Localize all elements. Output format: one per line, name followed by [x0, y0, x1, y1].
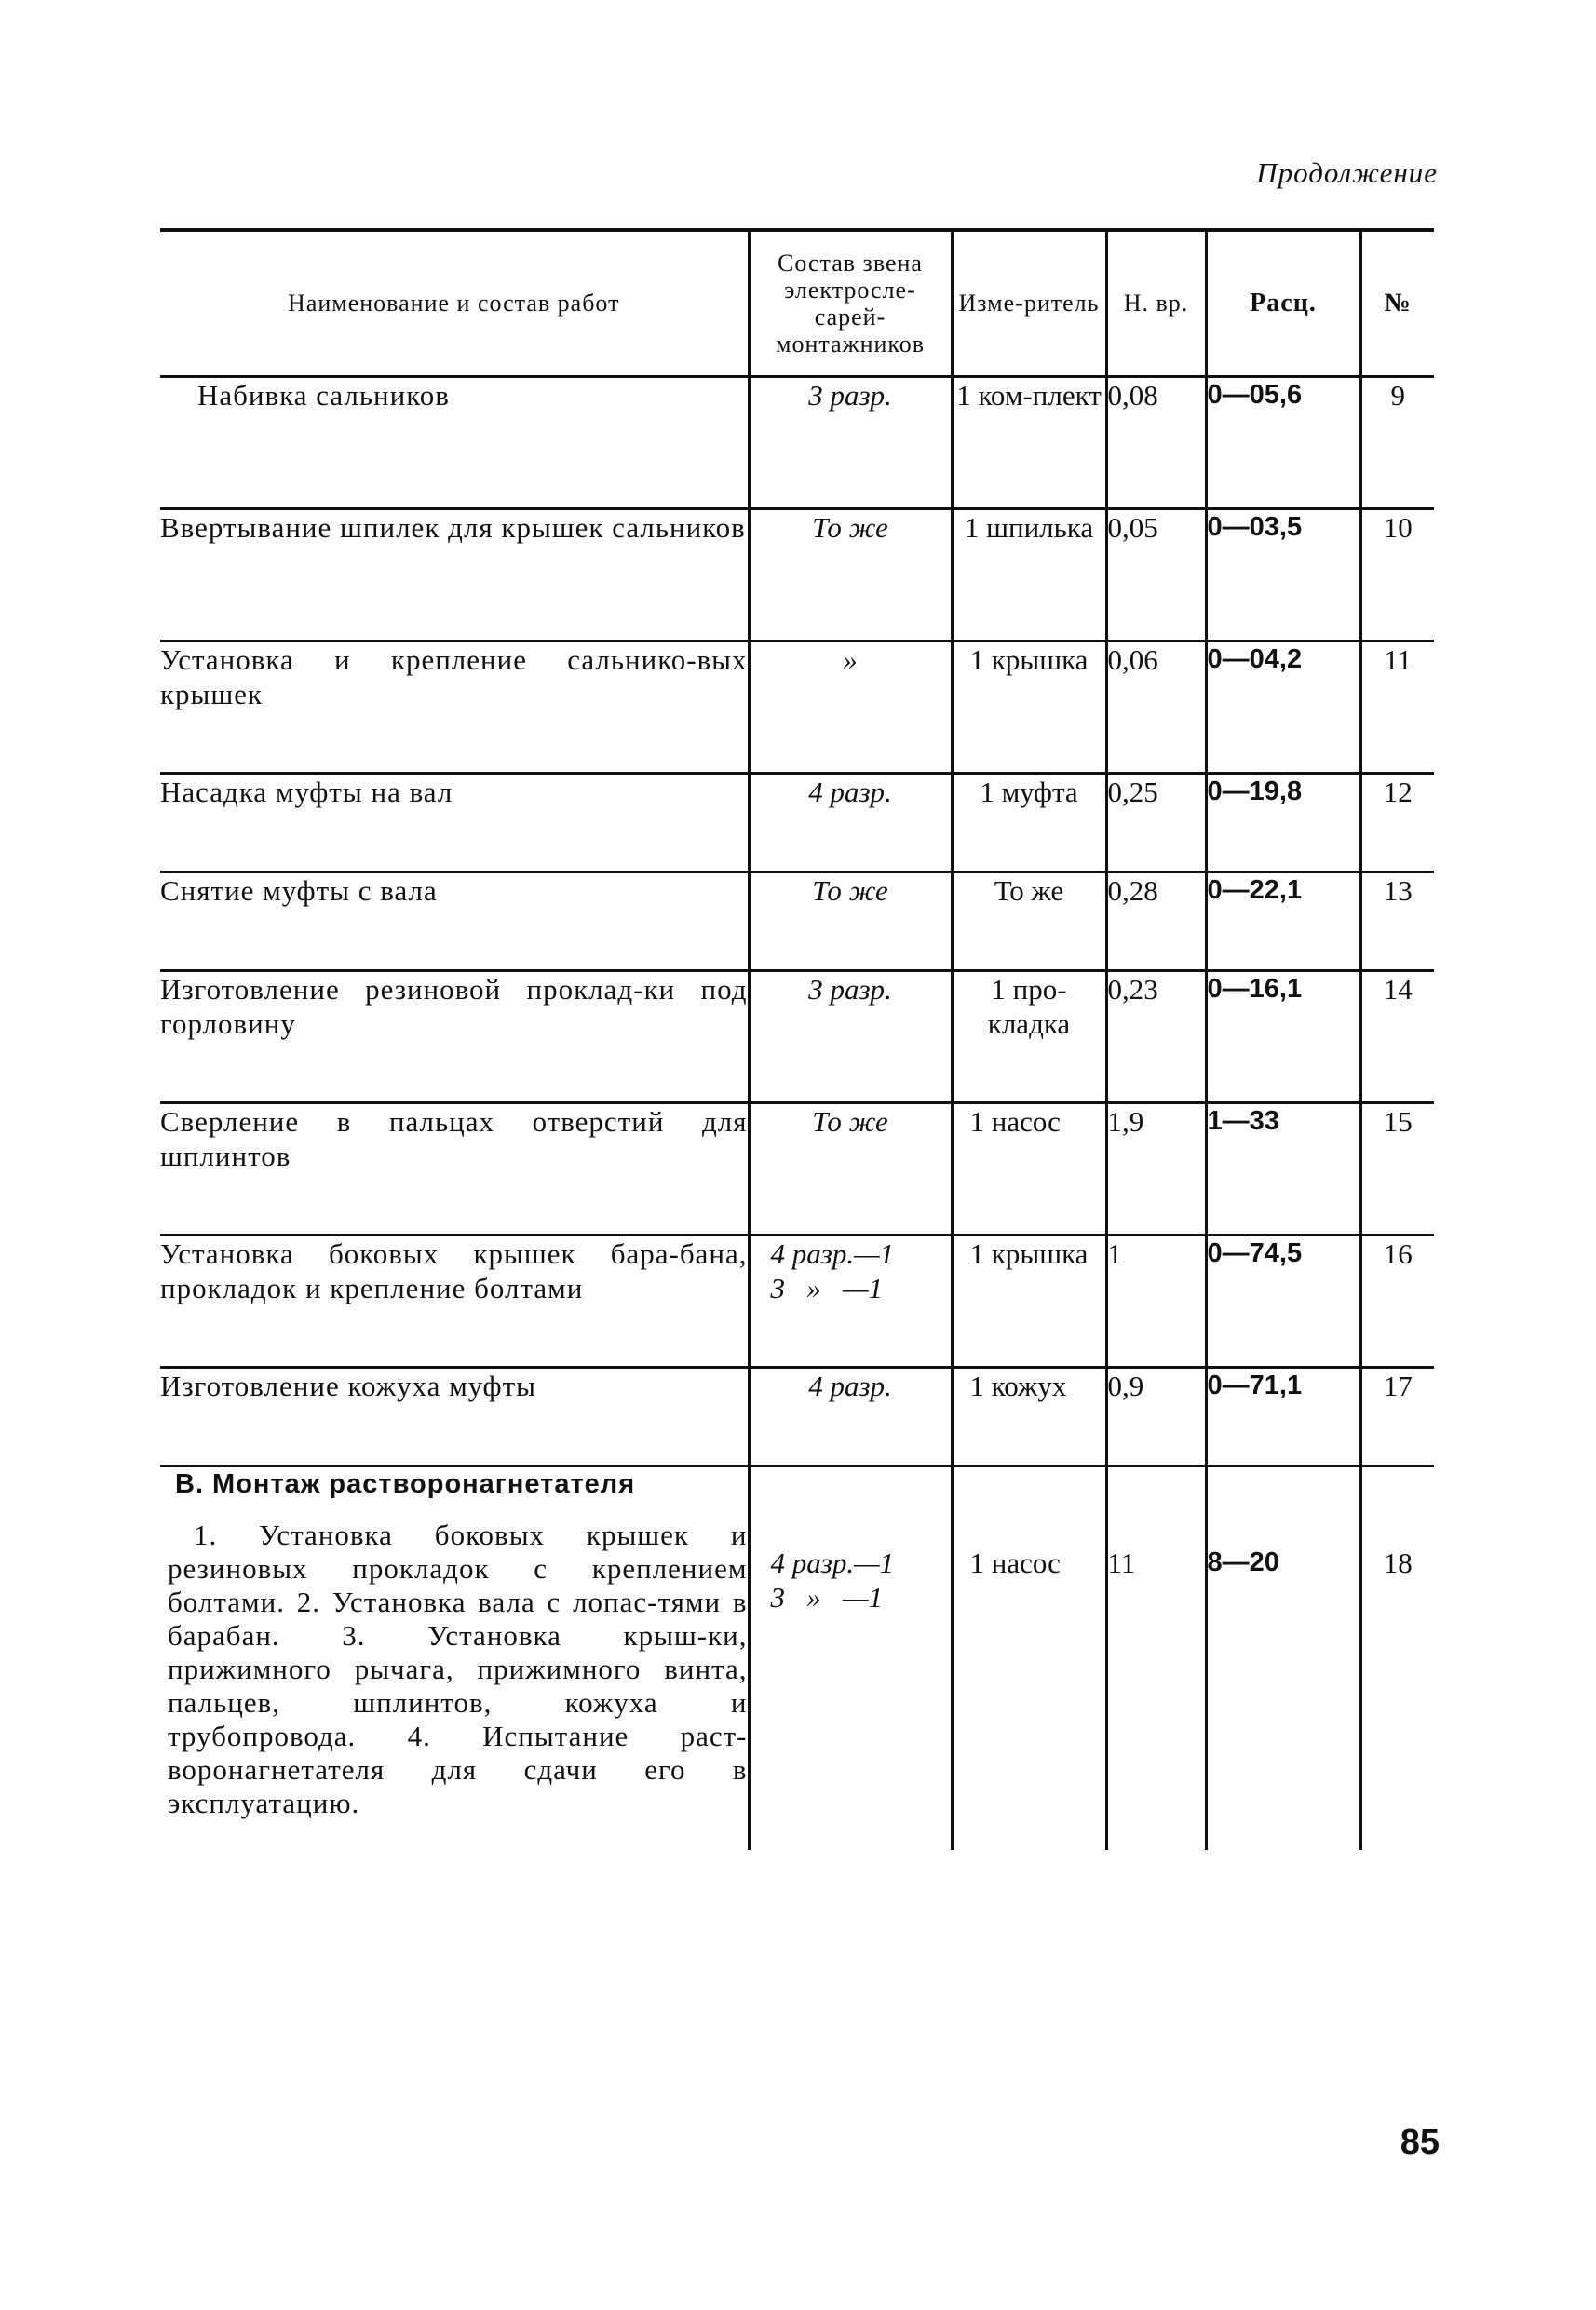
time-cell: 0,25: [1106, 773, 1206, 871]
rate-cell: 0—71,1: [1206, 1367, 1360, 1466]
unit-cell: 1 кожух: [952, 1367, 1106, 1466]
crew-cell: То же: [749, 508, 952, 641]
unit-cell: 1 насос: [952, 1466, 1106, 1850]
table-row: [160, 773, 1434, 871]
crew-cell: То же: [749, 871, 952, 970]
table-row: [160, 508, 1434, 641]
crew-line: 3 » —1: [770, 1271, 884, 1304]
num-cell: 12: [1360, 773, 1434, 871]
crew-line: 4 разр.—1: [770, 1546, 895, 1579]
work-cell: Установка боковых крышек бара-бана, прокладок и крепление болтами: [160, 1236, 748, 1304]
work-cell: Изготовление резиновой проклад-ки под горловину: [160, 972, 748, 1040]
num-cell: 11: [1360, 641, 1434, 773]
section-body: 1. Установка боковых крышек и резиновых прокладок с креплением болтами. 2. Установка вала с лопас-тями в барабан. 3. Установка крыш-ки, прижимного рычага, прижимного винта, пальцев, шплинтов, кожуха и трубопровода. 4. Испытание раст-воронагнетателя для сдачи его в эксплуатацию.: [168, 1518, 748, 1819]
time-cell: 0,08: [1106, 376, 1206, 508]
section-work-cell: [160, 1466, 749, 1850]
work-cell: Установка и крепление сальнико-вых крышек: [160, 642, 748, 710]
time-cell: 11: [1106, 1466, 1206, 1850]
unit-cell: 1 крышка: [952, 641, 1106, 773]
crew-line: 3 » —1: [770, 1580, 884, 1614]
num-cell: 16: [1360, 1235, 1434, 1367]
header-rate: Расц.: [1206, 230, 1360, 376]
header-num: №: [1360, 230, 1434, 376]
table-row: [160, 871, 1434, 970]
unit-cell: 1 муфта: [952, 773, 1106, 871]
header-work: Наименование и состав работ: [288, 290, 620, 317]
num-cell: 13: [1360, 871, 1434, 970]
rate-cell: 0—22,1: [1206, 871, 1360, 970]
work-cell: Изготовление кожуха муфты: [160, 1369, 536, 1402]
table-row: [160, 970, 1434, 1102]
rate-cell: 1—33: [1206, 1102, 1360, 1235]
crew-cell: 3 разр.: [749, 970, 952, 1102]
time-cell: 0,28: [1106, 871, 1206, 970]
work-cell: Насадка муфты на вал: [160, 775, 453, 808]
rate-cell: 0—05,6: [1206, 376, 1360, 508]
unit-cell: 1 крышка: [952, 1235, 1106, 1367]
time-cell: 1,9: [1106, 1102, 1206, 1235]
work-cell: Набивка сальников: [197, 378, 450, 412]
work-cell: Снятие муфты с вала: [160, 873, 438, 907]
norms-table: [160, 228, 1434, 1850]
table-header-row: [160, 230, 1434, 376]
num-cell: 10: [1360, 508, 1434, 641]
work-cell: Сверление в пальцах отверстий для шплинтов: [160, 1104, 748, 1172]
unit-cell: 1 насос: [952, 1102, 1106, 1235]
time-cell: 0,9: [1106, 1367, 1206, 1466]
continuation-label: Продолжение: [1256, 156, 1438, 189]
rate-cell: 0—03,5: [1206, 508, 1360, 641]
crew-cell: [749, 1235, 952, 1367]
crew-cell: 3 разр.: [749, 376, 952, 508]
crew-cell: [749, 1466, 952, 1850]
table-row: [160, 1235, 1434, 1367]
num-cell: 18: [1360, 1466, 1434, 1850]
unit-cell: То же: [952, 871, 1106, 970]
num-cell: 14: [1360, 970, 1434, 1102]
section-row: [160, 1466, 1434, 1850]
header-crew: Состав звена электросле-сарей-монтажников: [749, 230, 952, 376]
unit-cell: 1 про-кладка: [952, 970, 1106, 1102]
time-cell: 1: [1106, 1235, 1206, 1367]
rate-cell: 0—04,2: [1206, 641, 1360, 773]
time-cell: 0,05: [1106, 508, 1206, 641]
num-cell: 9: [1360, 376, 1434, 508]
table-row: [160, 1367, 1434, 1466]
time-cell: 0,23: [1106, 970, 1206, 1102]
num-cell: 15: [1360, 1102, 1434, 1235]
unit-cell: 1 шпилька: [952, 508, 1106, 641]
crew-cell: 4 разр.: [749, 1367, 952, 1466]
section-title: В. Монтаж растворонагнетателя: [175, 1468, 636, 1499]
table-row: [160, 376, 1434, 508]
unit-cell: 1 ком-плект: [952, 376, 1106, 508]
crew-cell: 4 разр.: [749, 773, 952, 871]
table-row: [160, 1102, 1434, 1235]
rate-cell: 8—20: [1206, 1466, 1360, 1850]
crew-cell: »: [749, 641, 952, 773]
rate-cell: 0—16,1: [1206, 970, 1360, 1102]
page-number: 85: [1400, 2123, 1440, 2162]
time-cell: 0,06: [1106, 641, 1206, 773]
crew-line: 4 разр.—1: [770, 1236, 895, 1270]
rate-cell: 0—19,8: [1206, 773, 1360, 871]
header-unit: Изме-ритель: [952, 230, 1106, 376]
crew-cell: То же: [749, 1102, 952, 1235]
table-row: [160, 641, 1434, 773]
work-cell: Ввертывание шпилек для крышек сальников: [160, 510, 746, 544]
header-time: Н. вр.: [1106, 230, 1206, 376]
rate-cell: 0—74,5: [1206, 1235, 1360, 1367]
num-cell: 17: [1360, 1367, 1434, 1466]
